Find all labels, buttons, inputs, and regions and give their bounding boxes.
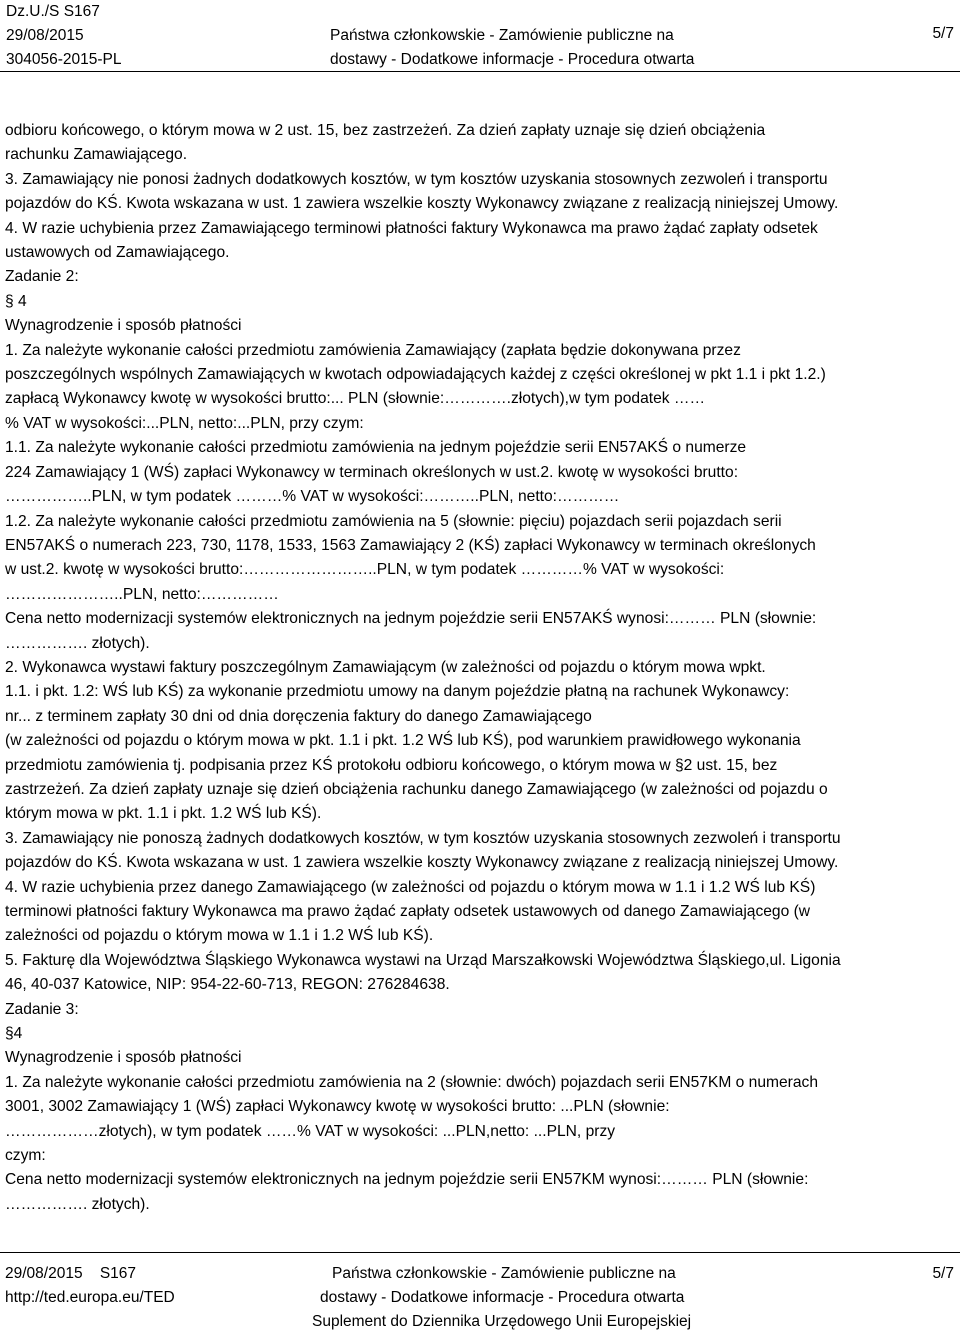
header-page-number: 5/7 [932,25,954,42]
footer-issue: S167 [99,1265,137,1282]
text-line: zapłacą Wykonawcy kwotę w wysokości brutto:... PLN (słownie:………….złotych),w tym podatek …… [5,390,706,408]
text-line: % VAT w wysokości:...PLN, netto:...PLN, przy czym: [5,414,364,432]
text-line: 5. Fakturę dla Województwa Śląskiego Wykonawca wystawi na Urząd Marszałkowski Województwa Śląskiego,ul. Ligonia [5,951,841,969]
text-line: Zadanie 3: [5,1000,79,1018]
text-line: § 4 [5,292,27,310]
text-line: 1.2. Za należyte wykonanie całości przedmiotu zamówienia na 5 (słownie: pięciu) pojazdach serii pojazdach serii [5,512,782,530]
text-line: …………………..PLN, netto:…………… [5,585,279,603]
text-line: zależności od pojazdu o którym mowa w 1.1 i 1.2 WŚ lub KŚ). [5,927,434,945]
text-line: terminowi płatności faktury Wykonawca ma prawo żądać zapłaty odsetek ustawowych od danego Zamawiającego (w [5,903,811,920]
page-footer [0,1262,960,1334]
text-line: 1. Za należyte wykonanie całości przedmiotu zamówienia Zamawiający (zapłata będzie dokonywana przez [5,341,741,359]
footer-title-line2: dostawy - Dodatkowe informacje - Procedura otwarta [320,1289,685,1306]
header-title-line2: dostawy - Dodatkowe informacje - Procedura otwarta [330,51,695,68]
text-line: Wynagrodzenie i sposób płatności [5,317,242,335]
header-date: 29/08/2015 [6,27,84,44]
text-line: odbioru końcowego, o którym mowa w 2 ust. 15, bez zastrzeżeń. Za dzień zapłaty uznaje się dzień obciążenia [5,122,766,139]
text-line: 2. Wykonawca wystawi faktury poszczególnym Zamawiającym (w zależności od pojazdu o którym mowa wpkt. [5,658,766,676]
footer-date-issue [5,1262,136,1286]
text-line: czym: [5,1147,46,1165]
text-line: w ust.2. kwotę w wysokości brutto:……………………..PLN, w tym podatek …………% VAT w wysokości: [5,561,725,579]
header-notice-id: 304056-2015-PL [6,51,122,68]
text-line: 224 Zamawiający 1 (WŚ) zapłaci Wykonawcy w terminach określonych w ust.2. kwotę w wysokości brutto: [5,463,739,481]
text-line: 4. W razie uchybienia przez Zamawiającego terminowi płatności faktury Wykonawca ma prawo żądać zapłaty odsetek [5,219,818,237]
footer-title-line3: Suplement do Dziennika Urzędowego Unii Europejskiej [312,1313,692,1330]
text-line: pojazdów do KŚ. Kwota wskazana w ust. 1 zawiera wszelkie koszty Wykonawcy związane z realizacją niniejszej Umowy. [5,195,839,213]
text-line: zastrzeżeń. Za dzień zapłaty uznaje się dzień obciążenia rachunku danego Zamawiającego (w zależności od pojazdu o [5,780,828,798]
footer-url[interactable]: http://ted.europa.eu/TED [5,1289,175,1306]
text-line: Cena netto modernizacji systemów elektronicznych na jednym pojeździe serii EN57AKŚ wynosi:……… PLN (słownie: [5,610,817,628]
text-line: poszczególnych wspólnych Zamawiających w kwotach odpowiadających każdej z części określonej w pkt 1.1 i pkt 1.2.) [5,366,826,384]
text-line: 46, 40-037 Katowice, NIP: 954-22-60-713, REGON: 276284638. [5,976,450,994]
text-line: nr... z terminem zapłaty 30 dni od dnia doręczenia faktury do danego Zamawiającego [5,707,592,725]
text-line: 3001, 3002 Zamawiający 1 (WŚ) zapłaci Wykonawcy kwotę w wysokości brutto: ...PLN (słownie: [5,1098,670,1116]
text-line: EN57AKŚ o numerach 223, 730, 1178, 1533, 1563 Zamawiający 2 (KŚ) zapłaci Wykonawcy w terminach określonych [5,536,816,554]
text-line: 1.1. i pkt. 1.2: WŚ lub KŚ) za wykonanie przedmiotu umowy na danym pojeździe płatną na rachunek Wykonawcy: [5,683,790,701]
footer-divider [0,1252,960,1253]
text-line: 1.1. Za należyte wykonanie całości przedmiotu zamówienia na jednym pojeździe serii EN57AKŚ o numerze [5,439,747,457]
text-line: ……………. złotych). [5,1195,150,1213]
text-line: 1. Za należyte wykonanie całości przedmiotu zamówienia na 2 (słownie: dwóch) pojazdach serii EN57KM o numerach [5,1073,819,1091]
text-line: 4. W razie uchybienia przez danego Zamawiającego (w zależności od pojazdu o którym mowa w 1.1 i 1.2 WŚ lub KŚ) [5,878,816,896]
text-line: pojazdów do KŚ. Kwota wskazana w ust. 1 zawiera wszelkie koszty Wykonawcy związane z realizacją niniejszej Umowy. [5,854,839,872]
text-line: Cena netto modernizacji systemów elektronicznych na jednym pojeździe serii EN57KM wynosi:……… PLN (słownie: [5,1171,809,1189]
header-title-line1: Państwa członkowskie - Zamówienie publiczne na [330,27,674,44]
footer-date: 29/08/2015 [5,1265,83,1282]
text-line: 3. Zamawiający nie ponosi żadnych dodatkowych kosztów, w tym kosztów uzyskania stosownych zezwoleń i transportu [5,170,828,188]
text-line: Zadanie 2: [5,268,79,286]
text-line: rachunku Zamawiającego. [5,146,188,164]
text-line: ustawowych od Zamawiającego. [5,244,230,262]
text-line: którym mowa w pkt. 1.1 i pkt. 1.2 WŚ lub KŚ). [5,805,322,823]
page-header [0,0,960,100]
footer-page-number: 5/7 [932,1265,954,1282]
header-left [6,0,122,72]
document-body [5,119,955,1217]
text-line: §4 [5,1025,23,1043]
header-divider [0,71,960,72]
text-line: ……………..PLN, w tym podatek ………% VAT w wysokości:………..PLN, netto:………… [5,488,620,506]
text-line: ………………złotych), w tym podatek ……% VAT w wysokości: ...PLN,netto: ...PLN, przy [5,1122,616,1140]
text-line: przedmiotu zamówienia tj. podpisania przez KŚ protokołu odbioru końcowego, o którym mowa w §2 ust. 15, bez [5,756,778,774]
header-journal: Dz.U./S S167 [6,3,100,20]
text-line: ……………. złotych). [5,634,150,652]
footer-title-line1: Państwa członkowskie - Zamówienie publiczne na [332,1265,676,1282]
text-line: Wynagrodzenie i sposób płatności [5,1049,242,1067]
text-line: (w zależności od pojazdu o którym mowa w pkt. 1.1 i pkt. 1.2 WŚ lub KŚ), pod warunkiem prawidłowego wykonania [5,732,801,750]
text-line: 3. Zamawiający nie ponoszą żadnych dodatkowych kosztów, w tym kosztów uzyskania stosownych zezwoleń i transportu [5,829,841,847]
